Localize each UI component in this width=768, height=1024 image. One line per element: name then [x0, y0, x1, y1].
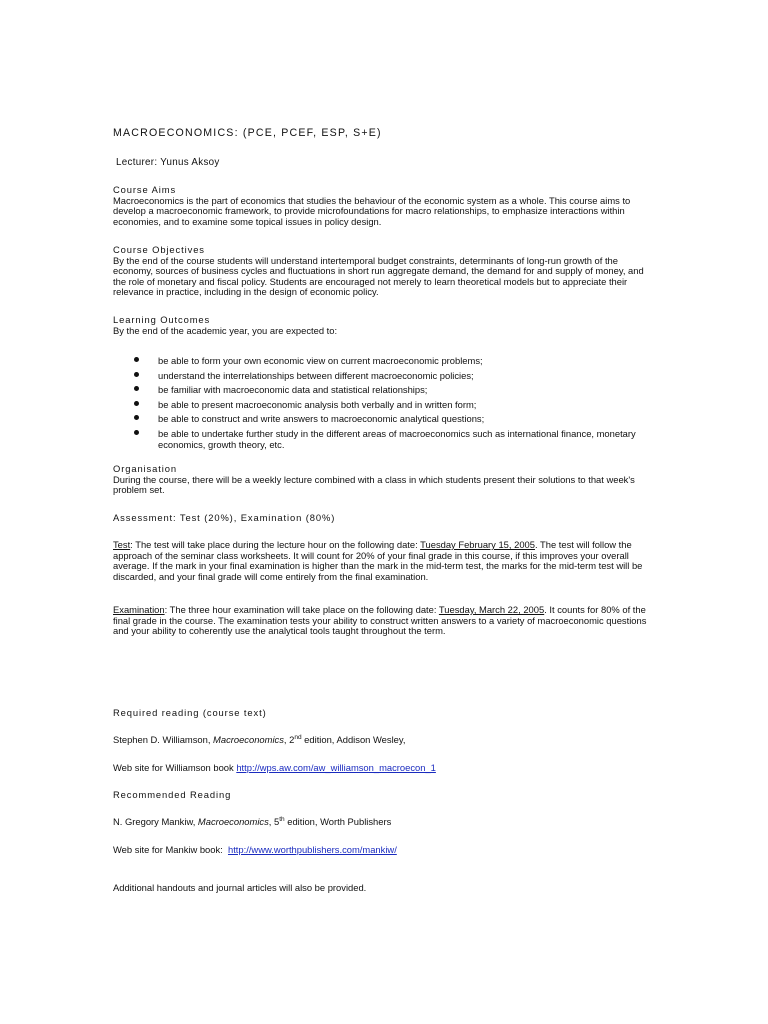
- bullet-icon: [134, 415, 139, 420]
- organisation-text: During the course, there will be a weekly lecture combined with a class in which students present their solutions to that week's problem set.: [113, 473, 635, 496]
- mankiw-link[interactable]: http://www.worthpublishers.com/mankiw/: [227, 844, 397, 855]
- williamson-link[interactable]: http://wps.aw.com/aw_williamson_macroecon_1: [236, 762, 436, 773]
- assessment-heading: Assessment: Test (20%), Examination (80%): [113, 512, 336, 523]
- recommended-reading-heading: Recommended Reading: [113, 789, 232, 800]
- additional-materials: Additional handouts and journal articles will also be provided.: [113, 882, 367, 893]
- bullet-icon: [134, 430, 139, 435]
- list-item: understand the interrelationships between different macroeconomic policies;: [113, 371, 658, 382]
- document-title: MACROECONOMICS: (PCE, PCEF, ESP, S+E): [113, 127, 382, 139]
- recommended-book: N. Gregory Mankiw, Macroeconomics, 5th edition, Worth Publishers: [113, 815, 392, 827]
- examination-date: Tuesday, March 22, 2005: [438, 604, 545, 615]
- organisation-section: [113, 464, 658, 496]
- examination-paragraph: Examination: The three hour examination will take place on the following date: Tuesday, March 22, 2005. It counts for 80% of the final grade in the course. The examination tests your ability to construct written answers to a variety of macroeconomic questions and your ability to coherently use the analytical tools taught throughout the term.: [113, 604, 647, 637]
- course-objectives-heading: Course Objectives: [113, 244, 205, 255]
- course-aims-text: Macroeconomics is the part of economics that studies the behaviour of the economic system as a whole. This course aims to develop a macroeconomic framework, to provide microfoundations for macro relationships, to emphasize interactions within economies, and to examine some topical issues in policy design.: [113, 194, 631, 227]
- course-objectives-text: By the end of the course students will understand intertemporal budget constraints, determinants of long-run growth of the economy, sources of business cycles and fluctuations in short run aggregate demand, the demand for and supply of money, and the role of monetary and fiscal policy. Students are encouraged not merely to learn theoretical models but to appreciate their relevance in practice, including in the design of economic policy.: [113, 254, 644, 298]
- test-paragraph: Test: The test will take place during the lecture hour on the following date: Tuesday February 15, 2005. The test will follow the approach of the seminar class worksheets. It will count for 20% of your final grade in this course, if this improves your overall average. If the mark in your final examination is higher than the mark in the mid-term test, the marks for the mid-term test will be discarded, and your final grade will come entirely from the final examination.: [113, 539, 643, 582]
- list-item: be able to construct and write answers to macroeconomic analytical questions;: [113, 414, 658, 425]
- learning-outcomes-section: [113, 315, 658, 336]
- mankiw-website: Web site for Mankiw book: http://www.worthpublishers.com/mankiw/: [113, 844, 397, 855]
- bullet-icon: [134, 372, 139, 377]
- required-reading-heading: Required reading (course text): [113, 707, 267, 718]
- list-item: be able to form your own economic view on current macroeconomic problems;: [113, 356, 658, 367]
- williamson-website: Web site for Williamson book http://wps.aw.com/aw_williamson_macroecon_1: [113, 762, 436, 773]
- learning-outcomes-list: [113, 356, 658, 454]
- book-title: Macroeconomics: [197, 816, 269, 827]
- course-aims-heading: Course Aims: [113, 184, 177, 195]
- organisation-heading: Organisation: [113, 463, 177, 474]
- bullet-icon: [134, 357, 139, 362]
- required-book: Stephen D. Williamson, Macroeconomics, 2nd edition, Addison Wesley,: [113, 733, 406, 745]
- bullet-icon: [134, 401, 139, 406]
- learning-outcomes-intro: By the end of the academic year, you are expected to:: [113, 324, 338, 336]
- bullet-icon: [134, 386, 139, 391]
- course-objectives-section: [113, 245, 658, 298]
- lecturer-line: Lecturer: Yunus Aksoy: [116, 157, 220, 168]
- book-title: Macroeconomics: [213, 734, 284, 745]
- test-date: Tuesday February 15, 2005: [420, 539, 535, 550]
- test-label: Test: [113, 539, 131, 550]
- examination-label: Examination: [113, 604, 165, 615]
- list-item: be able to undertake further study in the different areas of macroeconomics such as international finance, monetary economics, growth theory, etc.: [113, 429, 658, 450]
- course-aims-section: [113, 185, 658, 227]
- learning-outcomes-heading: Learning Outcomes: [113, 314, 211, 325]
- list-item: be familiar with macroeconomic data and statistical relationships;: [113, 385, 658, 396]
- list-item: be able to present macroeconomic analysis both verbally and in written form;: [113, 400, 658, 411]
